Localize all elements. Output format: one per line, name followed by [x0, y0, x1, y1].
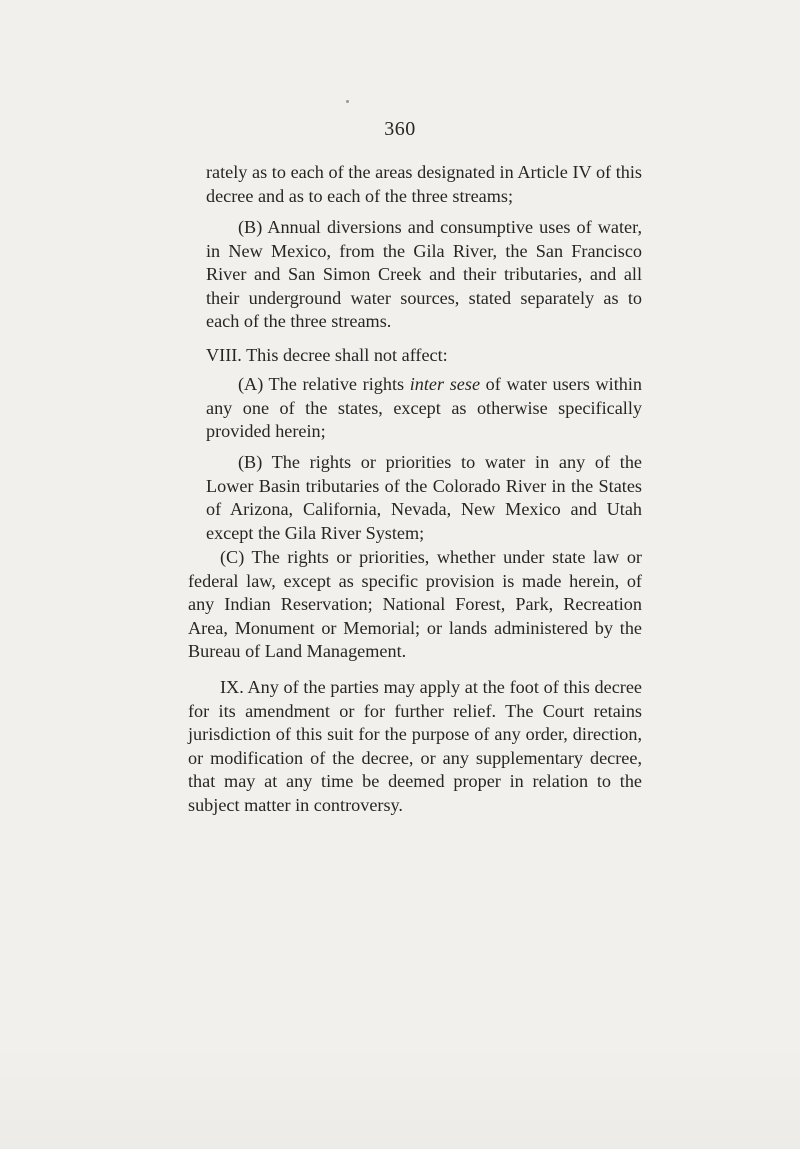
- page-number: 360: [384, 118, 416, 140]
- section-viii-heading: [206, 344, 642, 368]
- paper-speck: [346, 100, 349, 103]
- paragraph-b-diversions: [206, 216, 642, 334]
- paragraph-b-lower-basin: [206, 451, 642, 545]
- paragraph-a-relative-rights: [206, 373, 642, 444]
- text-run: of water users within any one of the states, except as otherwise specifically provided herein;: [206, 374, 642, 442]
- italic-term: inter sese: [409, 374, 481, 394]
- paragraph-c-indian-reservation: [188, 546, 642, 664]
- paragraph-text: VIII. This decree shall not affect:: [206, 345, 448, 365]
- text-run: (A) The relative rights: [238, 374, 410, 394]
- paragraph-text: (B) Annual diversions and consumptive uses of water, in New Mexico, from the Gila River, the San Francisco River and San Simon Creek and their tributaries, and all their underground water sources, stated separately as to each of the three streams.: [206, 217, 642, 332]
- paper-shadow: [0, 1040, 800, 1149]
- paragraph-text: (C) The rights or priorities, whether under state law or federal law, except as specific provision is made herein, of any Indian Reservation; National Forest, Park, Recreation Area, Monument or Memorial; or lands administered by the Bureau of Land Management.: [188, 547, 642, 662]
- paragraph-text: rately as to each of the areas designated in Article IV of this decree and as to each of the three streams;: [206, 162, 642, 206]
- paragraph-text: (B) The rights or priorities to water in any of the Lower Basin tributaries of the Colorado River in the States of Arizona, California, Nevada, New Mexico and Utah except the Gila River System;: [206, 452, 642, 543]
- paragraph-text: IX. Any of the parties may apply at the foot of this decree for its amendment or for further relief. The Court retains jurisdiction of this suit for the purpose of any order, direction, or modification of the decree, or any supplementary decree, that may at any time be deemed proper in relation to the subject matter in controversy.: [188, 677, 642, 815]
- section-ix-paragraph: [188, 676, 642, 818]
- paragraph-continuation: [206, 161, 642, 208]
- paragraph-text: [206, 373, 642, 444]
